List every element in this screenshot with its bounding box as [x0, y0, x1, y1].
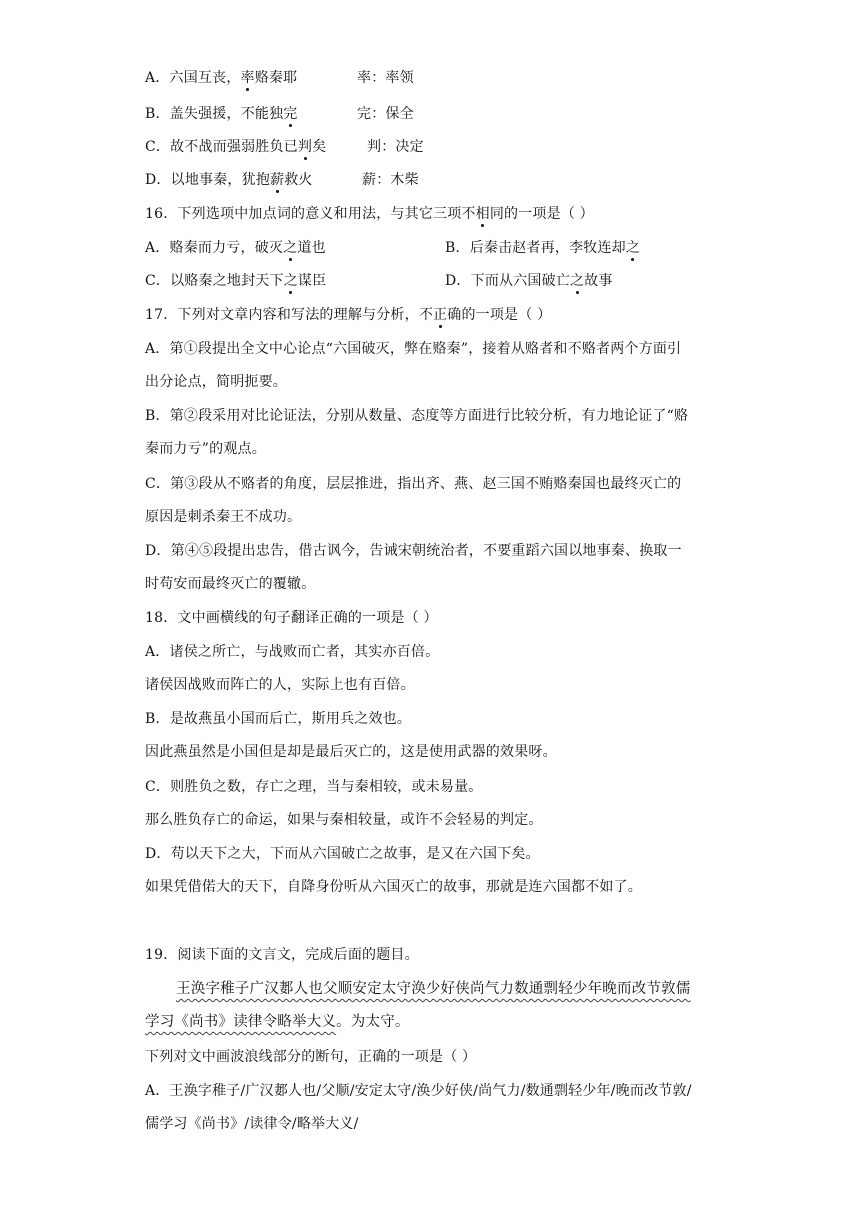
- dotted-word: 完: [283, 106, 298, 122]
- option-text: 赂秦耶: [254, 70, 298, 86]
- option-text: C．故不战而强弱胜负已: [145, 139, 298, 155]
- q15-gloss-a: 率：率领: [357, 70, 414, 86]
- wavy-underlined-text: 王涣字稚子广汉郪人也父顺安定太守涣少好侠尚气力数通剽轻少年晚而改节敦儒: [176, 981, 691, 997]
- option-text: 道也: [297, 240, 326, 256]
- q18-line: 诸侯因战败而阵亡的人，实际上也有百倍。: [145, 677, 415, 693]
- q16-option-a: [145, 238, 326, 258]
- option-text: B．后秦击赵者再，李牧连却: [445, 240, 626, 256]
- stem-text: 16．下列选项中加点词的意义和用法，与其它三项: [145, 206, 462, 222]
- stem-text: 17．下列对文章内容和写法的理解与分析，: [145, 307, 419, 323]
- q19-passage-line: [176, 979, 691, 999]
- q19-option-a: A．王涣字稚子/广汉郪人也/父顺/安定太守/涣少好侠/尚气力/数通剽轻少年/晚而改节敦/: [145, 1083, 692, 1099]
- option-text: D．以地事秦，犹抱: [145, 172, 271, 188]
- q19-option-a-cont: 儒学习《尚书》/读律令/略举大义/: [145, 1116, 359, 1132]
- q16-stem: [145, 204, 594, 224]
- q18-stem: 18．文中画横线的句子翻译正确的一项是（ ）: [145, 610, 438, 626]
- q19-stem: 19．阅读下面的文言文，完成后面的题目。: [145, 947, 419, 963]
- stem-text: 的一项是（ ）: [504, 206, 594, 222]
- stem-text: 的一项是（ ）: [461, 307, 552, 323]
- dotted-word: 判: [297, 139, 313, 155]
- option-text: D．下而从六国破亡: [445, 273, 571, 289]
- option-text: A．六国互丧，: [145, 70, 241, 86]
- q19-question: 下列对文中画波浪线部分的断句，正确的一项是（ ）: [145, 1049, 477, 1065]
- dotted-word: 之: [625, 240, 641, 256]
- q18-line: C．则胜负之数，存亡之理，当与秦相较，或未易量。: [145, 779, 483, 795]
- q17-line: 秦而力亏”的观点。: [145, 441, 266, 457]
- q17-line: A．第①段提出全文中心论点“六国破灭，弊在赂秦”，接着从赂者和不赂者两个方面引: [145, 341, 682, 357]
- q17-line: 出分论点，简明扼要。: [145, 374, 287, 390]
- q15-option-d: [145, 170, 313, 190]
- option-text: A．赂秦而力亏，破灭: [145, 240, 284, 256]
- q17-line: 时苟安而最终灭亡的覆辙。: [145, 576, 316, 592]
- option-text: 谋臣: [297, 273, 327, 289]
- q18-line: B．是故燕虽小国而后亡，斯用兵之效也。: [145, 711, 412, 727]
- option-text: B．盖失强援，不能独: [145, 106, 284, 122]
- q15-option-c: [145, 137, 326, 157]
- option-text: C．以赂秦之地封天下: [145, 273, 284, 289]
- q17-stem: [145, 305, 551, 325]
- q15-option-b: [145, 104, 298, 124]
- option-text: 救火: [284, 172, 313, 188]
- dotted-word: 之: [570, 273, 585, 289]
- q18-line: 那么胜负存亡的命运，如果与秦相较量，或许不会轻易的判定。: [145, 812, 543, 828]
- q16-option-d: [445, 271, 613, 291]
- q17-line: B．第②段采用对比论证法，分别从数量、态度等方面进行比较分析，有力地论证了“赂: [145, 408, 689, 424]
- q16-option-b: [445, 238, 640, 258]
- q17-line: 原因是刺杀秦王不成功。: [145, 509, 302, 525]
- option-text: 矣: [312, 139, 327, 155]
- q18-line: D．苟以天下之大，下而从六国破亡之故事，是又在六国下矣。: [145, 846, 540, 862]
- q18-line: 因此燕虽然是小国但是却是最后灭亡的，这是使用武器的效果呀。: [145, 744, 557, 760]
- q15-gloss-b: 完：保全: [357, 106, 414, 122]
- option-text: 故事: [584, 273, 613, 289]
- q18-line: 如果凭借偌大的天下，自降身份听从六国灭亡的故事，那就是连六国都不如了。: [145, 879, 642, 895]
- q15-option-a: [145, 68, 297, 88]
- dotted-word: 之: [283, 240, 298, 256]
- q17-line: C．第③段从不赂者的角度，层层推进，指出齐、燕、赵三国不贿赂秦国也最终灭亡的: [145, 476, 682, 492]
- q15-gloss-c: 判：决定: [367, 139, 424, 155]
- dotted-word: 薪: [270, 172, 285, 188]
- q16-option-c: [145, 271, 326, 291]
- q15-gloss-d: 薪：木柴: [362, 172, 419, 188]
- dotted-word: 率: [240, 70, 255, 86]
- dotted-word: 不相同: [461, 206, 505, 222]
- dotted-word: 不正确: [418, 307, 462, 323]
- wavy-underlined-text: 学习《尚书》读律令略举大义: [145, 1014, 337, 1030]
- passage-text: 。为太守。: [336, 1014, 410, 1030]
- dotted-word: 之: [283, 273, 298, 289]
- q17-line: D．第④⑤段提出忠告，借古讽今，告诫宋朝统治者，不要重蹈六国以地事秦、换取一: [145, 543, 682, 559]
- q19-passage-line: [145, 1012, 410, 1032]
- q18-line: A．诸侯之所亡，与战败而亡者，其实亦百倍。: [145, 644, 440, 660]
